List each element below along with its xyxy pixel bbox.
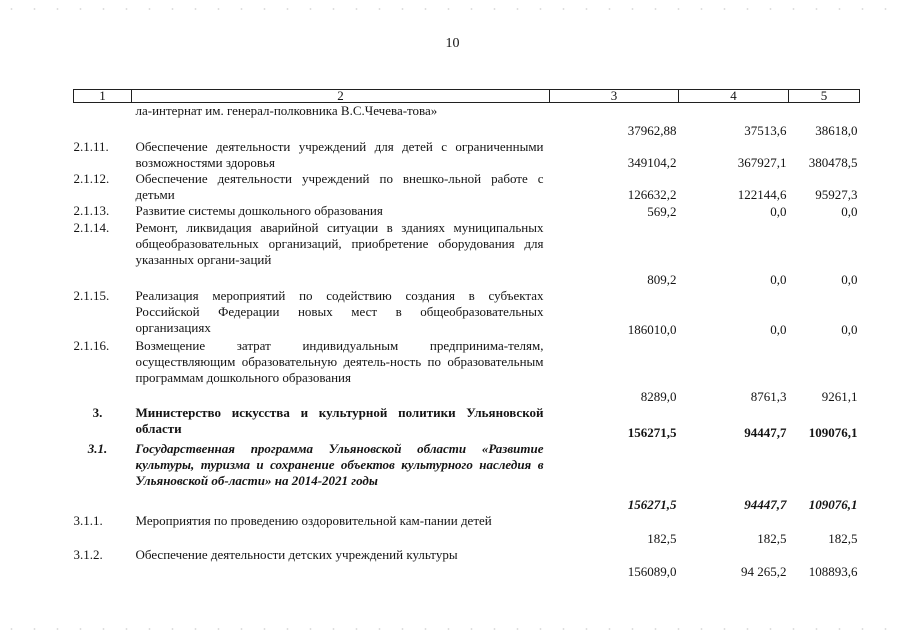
- row-value-2021: 0,0: [841, 204, 858, 219]
- row-value-2021: 0,0: [841, 272, 858, 287]
- row-value-2020: 0,0: [770, 272, 787, 287]
- row-name: ла-интернат им. генерал-полковника В.С.Чечева-това»: [135, 103, 438, 118]
- row-value-2021: 182,5: [828, 531, 858, 546]
- table-row: [74, 171, 860, 203]
- table-row: [74, 220, 860, 288]
- row-name: Государственная программа Ульяновской области «Развитие культуры, туризма и сохранение объектов культурного наследия в Ульяновской об-ласти» на 2014-2021 годы: [135, 441, 544, 488]
- row-code: 2.1.13.: [73, 203, 110, 218]
- row-code: 2.1.15.: [73, 288, 110, 303]
- row-value-2019: 809,2: [647, 272, 677, 287]
- row-name: Возмещение затрат индивидуальным предпринима-телям, осуществляющим образовательную деятель-ность по образовательным программам дошкольного образования: [135, 338, 544, 385]
- row-code: 2.1.11.: [73, 139, 109, 154]
- row-code: 2.1.14.: [73, 220, 110, 235]
- page-number: 10: [445, 36, 460, 51]
- row-value-2020: 182,5: [757, 531, 787, 546]
- row-value-2019: 156089,0: [627, 564, 677, 579]
- row-value-2020: 122144,6: [737, 187, 787, 202]
- table-row: [74, 405, 860, 441]
- row-name: Обеспечение деятельности детских учреждений культуры: [135, 547, 458, 562]
- row-value-2020: 367927,1: [737, 155, 787, 170]
- row-value-2021: 0,0: [841, 322, 858, 337]
- row-name: Ремонт, ликвидация аварийной ситуации в зданиях муниципальных общеобразовательных организаций, приобретение оборудования для указанных органи-заций: [135, 220, 544, 267]
- header-col-3: 3: [550, 90, 679, 103]
- row-value-2019: 186010,0: [627, 322, 677, 337]
- table-header: [74, 90, 860, 103]
- row-code: 2.1.16.: [73, 338, 110, 353]
- table-row: [74, 547, 860, 580]
- row-value-2019: 349104,2: [627, 155, 677, 170]
- row-name: Развитие системы дошкольного образования: [135, 203, 383, 218]
- header-col-1: 1: [74, 90, 132, 103]
- header-col-2: 2: [132, 90, 550, 103]
- row-value-2019: 156271,5: [627, 497, 677, 512]
- row-value-2021: 109076,1: [808, 425, 858, 440]
- row-value-2019: 126632,2: [627, 187, 677, 202]
- table-body: [74, 103, 860, 581]
- row-name: Министерство искусства и культурной политики Ульяновской области: [135, 405, 544, 436]
- row-value-2020: 94 265,2: [741, 564, 787, 579]
- row-value-2019: 156271,5: [627, 425, 677, 440]
- row-code: 3.: [92, 405, 103, 420]
- row-value-2020: 0,0: [770, 322, 787, 337]
- row-code: 3.1.2.: [73, 547, 103, 562]
- table-row: [74, 338, 860, 405]
- row-name: Мероприятия по проведению оздоровительной кам-пании детей: [135, 513, 492, 528]
- row-value-2021: 95927,3: [815, 187, 858, 202]
- budget-table: [73, 89, 860, 580]
- table-row: [74, 513, 860, 547]
- row-value-2021: 380478,5: [808, 155, 858, 170]
- table-row: [74, 103, 860, 140]
- row-code: [74, 103, 132, 140]
- row-value-2020: 94447,7: [744, 497, 787, 512]
- row-value-2021: 109076,1: [808, 497, 858, 512]
- row-code: 3.1.1.: [73, 513, 103, 528]
- table-row: [74, 288, 860, 338]
- row-value-2021: 38618,0: [815, 123, 858, 138]
- table-row: [74, 139, 860, 171]
- row-name: Реализация мероприятий по содействию создания в субъектах Российской Федерации новых мест в общеобразовательных организациях: [135, 288, 544, 335]
- row-value-2020: 94447,7: [744, 425, 787, 440]
- header-col-4: 4: [679, 90, 789, 103]
- row-value-2021: 9261,1: [821, 389, 858, 404]
- row-value-2020: 0,0: [770, 204, 787, 219]
- row-name: Обеспечение деятельности учреждений по внешко-льной работе с детьми: [135, 171, 544, 202]
- row-value-2019: 8289,0: [640, 389, 677, 404]
- row-code: 3.1.: [87, 441, 108, 456]
- header-col-5: 5: [789, 90, 860, 103]
- row-value-2019: 182,5: [647, 531, 677, 546]
- row-code: 2.1.12.: [73, 171, 110, 186]
- row-value-2021: 108893,6: [808, 564, 858, 579]
- row-value-2020: 8761,3: [750, 389, 787, 404]
- row-name: Обеспечение деятельности учреждений для детей с ограниченными возможностями здоровья: [135, 139, 544, 170]
- table-row: [74, 203, 860, 220]
- row-value-2020: 37513,6: [744, 123, 787, 138]
- scan-artifact-top: [0, 8, 905, 10]
- scan-artifact-bottom: [0, 628, 905, 630]
- row-value-2019: 569,2: [647, 204, 677, 219]
- table-row: [74, 441, 860, 513]
- row-value-2019: 37962,88: [627, 123, 677, 138]
